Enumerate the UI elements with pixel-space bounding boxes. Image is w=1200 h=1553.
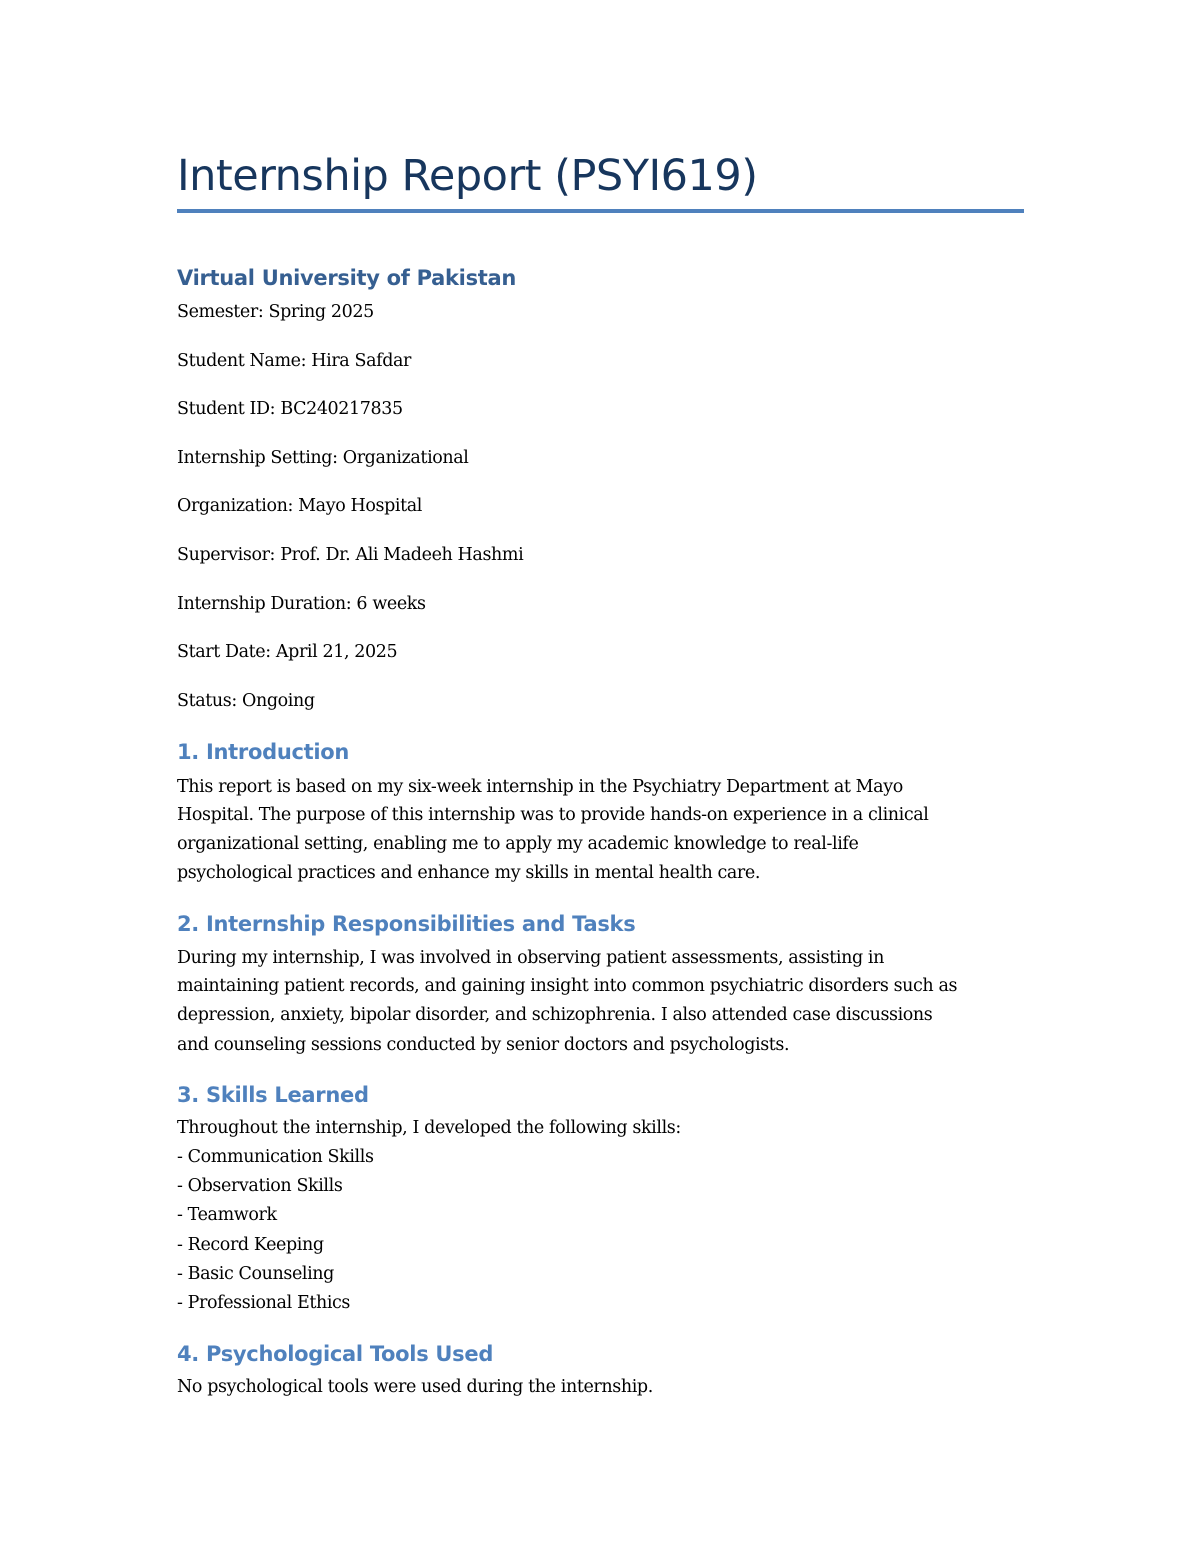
responsibilities-line: and counseling sessions conducted by senior doctors and psychologists.	[177, 1035, 790, 1055]
skills-intro: Throughout the internship, I developed the following skills:	[177, 1118, 681, 1138]
section-heading-responsibilities: 2. Internship Responsibilities and Tasks	[177, 912, 636, 936]
info-organization: Organization: Mayo Hospital	[177, 496, 422, 516]
info-status: Status: Ongoing	[177, 691, 315, 711]
introduction-line: psychological practices and enhance my skills in mental health care.	[177, 863, 761, 883]
section-heading-introduction: 1. Introduction	[177, 740, 350, 764]
skills-list-item: - Basic Counseling	[177, 1264, 334, 1284]
info-semester: Semester: Spring 2025	[177, 302, 374, 322]
info-duration: Internship Duration: 6 weeks	[177, 594, 426, 614]
tools-line: No psychological tools were used during the internship.	[177, 1377, 653, 1397]
skills-list-item: - Communication Skills	[177, 1147, 374, 1167]
info-student-name: Student Name: Hira Safdar	[177, 351, 411, 371]
responsibilities-line: depression, anxiety, bipolar disorder, and schizophrenia. I also attended case discussions	[177, 1005, 933, 1025]
title-underline	[177, 209, 1024, 213]
section-heading-skills: 3. Skills Learned	[177, 1083, 369, 1107]
info-student-id: Student ID: BC240217835	[177, 399, 403, 419]
university-heading: Virtual University of Pakistan	[177, 266, 517, 290]
introduction-line: This report is based on my six-week internship in the Psychiatry Department at Mayo	[177, 777, 903, 797]
document-title: Internship Report (PSYI619)	[177, 151, 758, 201]
skills-list-item: - Teamwork	[177, 1205, 277, 1225]
responsibilities-line: maintaining patient records, and gaining insight into common psychiatric disorders such as	[177, 976, 958, 996]
info-start-date: Start Date: April 21, 2025	[177, 642, 398, 662]
skills-list-item: - Professional Ethics	[177, 1293, 351, 1313]
introduction-line: Hospital. The purpose of this internship was to provide hands-on experience in a clinical	[177, 805, 929, 825]
skills-list-item: - Observation Skills	[177, 1176, 343, 1196]
responsibilities-line: During my internship, I was involved in observing patient assessments, assisting in	[177, 948, 884, 968]
skills-list-item: - Record Keeping	[177, 1235, 324, 1255]
introduction-line: organizational setting, enabling me to apply my academic knowledge to real-life	[177, 834, 859, 854]
info-internship-setting: Internship Setting: Organizational	[177, 448, 469, 468]
info-supervisor: Supervisor: Prof. Dr. Ali Madeeh Hashmi	[177, 545, 524, 565]
section-heading-tools: 4. Psychological Tools Used	[177, 1342, 494, 1366]
document-page	[177, 0, 1027, 1553]
